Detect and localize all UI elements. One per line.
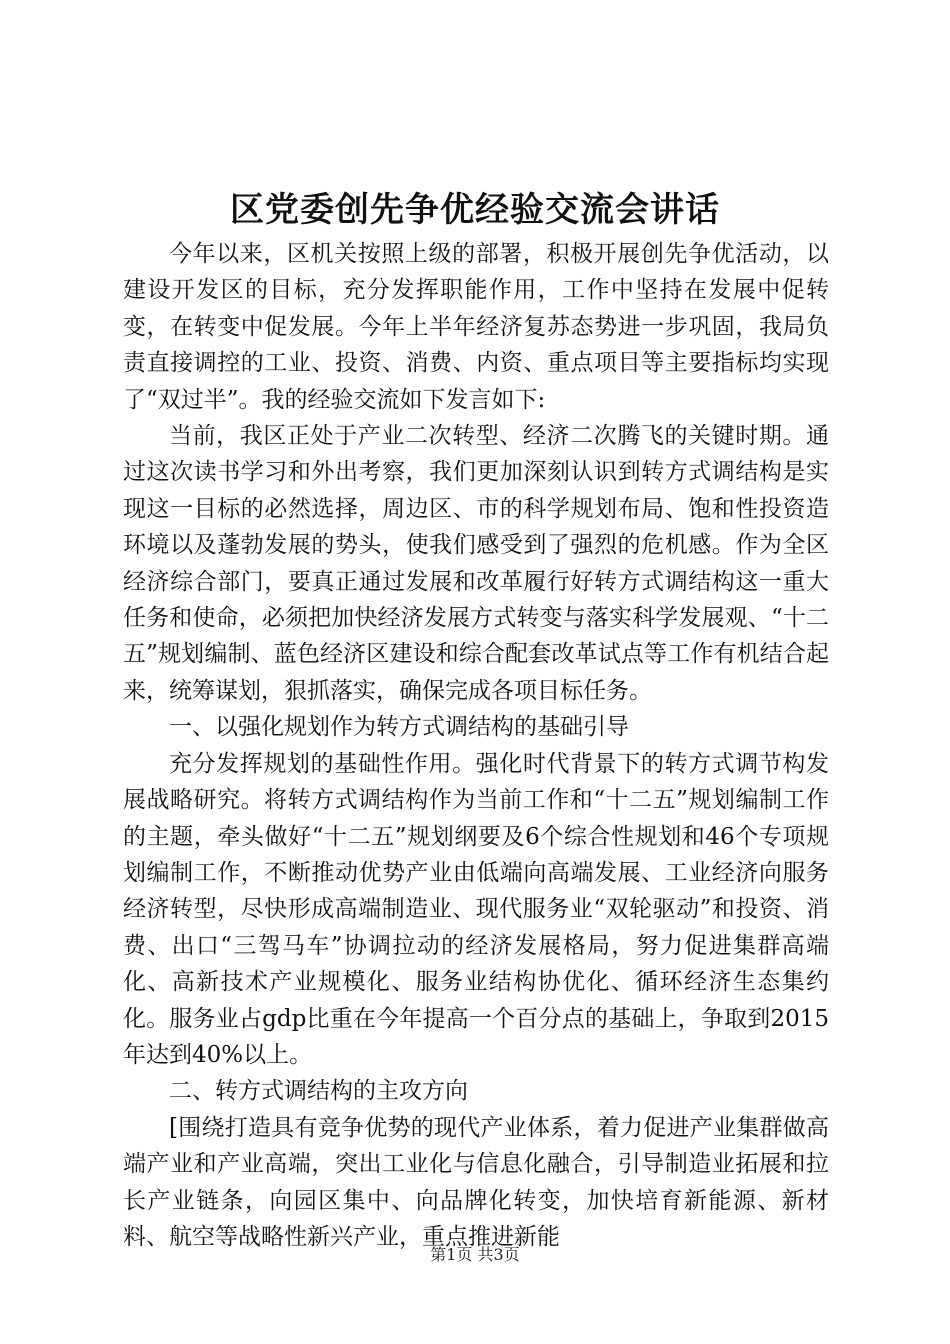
paragraph-planning: 充分发挥规划的基础性作用。强化时代背景下的转方式调节构发展战略研究。将转方式调结构作为当前工作和“十二五”规划编制工作的主题，牵头做好“十二五”规划纲要及6个综合性规划和46个专项规划编制工作，不断推动优势产业由低端向高端发展、工业经济向服务经济转型，尽快形成高端制造业、现代服务业“双轮驱动”和投资、消费、出口“三驾马车”协调拉动的经济发展格局，努力促进集群高端化、高新技术产业规模化、服务业结构协优化、循环经济生态集约化。服务业占gdp比重在今年提高一个百分点的基础上，争取到2015年达到40%以上。 xyxy=(123,750,829,1068)
page-footer: 第1页 共3页 xyxy=(430,1245,520,1264)
paragraph-intro: 今年以来，区机关按照上级的部署，积极开展创先争优活动，以建设开发区的目标，充分发挥职能作用，工作中坚持在发展中促转变，在转变中促发展。今年上半年经济复苏态势进一步巩固，我局负责直接调控的工业、投资、消费、内资、重点项目等主要指标均实现了“双过半”。我的经验交流如下发言如下: xyxy=(123,241,829,413)
section-heading-1: 一、以强化规划作为转方式调结构的基础引导 xyxy=(169,714,629,741)
paragraph-main-direction: [围绕打造具有竞争优势的现代产业体系，着力促进产业集群做高端产业和产业高端，突出工业化与信息化融合，引导制造业拓展和拉长产业链条，向园区集中、向品牌化转变，加快培育新能源、新材料、航空等战略性新兴产业，重点推进新能 xyxy=(123,1114,829,1250)
section-heading-2: 二、转方式调结构的主攻方向 xyxy=(169,1078,468,1105)
paragraph-current-situation: 当前，我区正处于产业二次转型、经济二次腾飞的关键时期。通过这次读书学习和外出考察，我们更加深刻认识到转方式调结构是实现这一目标的必然选择，周边区、市的科学规划布局、饱和性投资造环境以及蓬勃发展的势头，使我们感受到了强烈的危机感。作为全区经济综合部门，要真正通过发展和改革履行好转方式调结构这一重大任务和使命，必须把加快经济发展方式转变与落实科学发展观、“十二五”规划编制、蓝色经济区建设和综合配套改革试点等工作有机结合起来，统筹谋划，狠抓落实，确保完成各项目标任务。 xyxy=(123,423,829,704)
document-body xyxy=(123,236,829,1255)
document-title: 区党委创先争优经验交流会讲话 xyxy=(230,190,720,230)
